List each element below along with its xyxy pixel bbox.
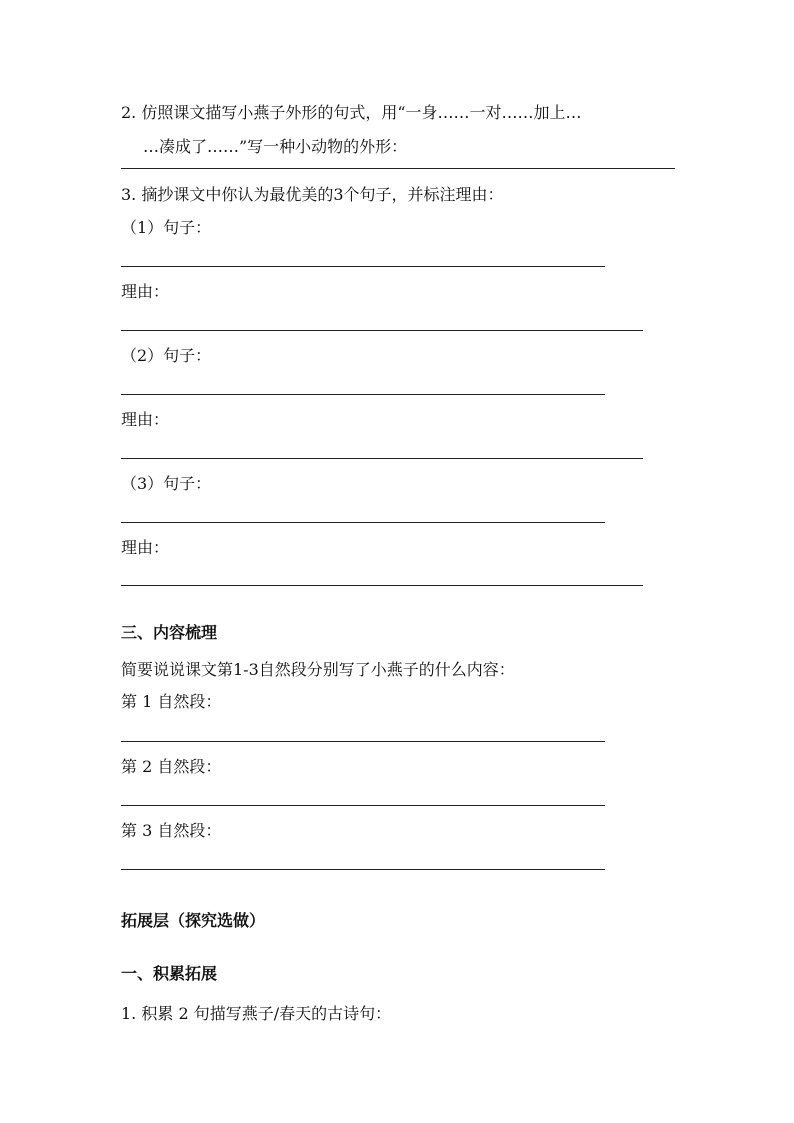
q3-sentence-line-2[interactable] (121, 394, 605, 395)
q2-line2: …凑成了……”写一种小动物的外形： (143, 137, 408, 156)
extension-layer-title: 拓展层（探究选做） (121, 911, 266, 930)
extension-item-1: 1. 积累 2 句描写燕子/春天的古诗句： (121, 1004, 392, 1023)
q3-reason-label-2: 理由： (121, 410, 170, 429)
paragraph-label-3: 第 3 自然段： (121, 821, 222, 840)
q3-reason-line-1[interactable] (121, 330, 643, 331)
paragraph-line-3[interactable] (121, 869, 605, 870)
section3-prompt: 简要说说课文第1-3自然段分别写了小燕子的什么内容： (121, 660, 515, 679)
paragraph-line-1[interactable] (121, 741, 605, 742)
paragraph-line-2[interactable] (121, 805, 605, 806)
section3-heading: 三、内容梳理 (121, 623, 218, 642)
q3-sentence-line-3[interactable] (121, 522, 605, 523)
q3-reason-line-3[interactable] (121, 585, 643, 586)
paragraph-label-2: 第 2 自然段： (121, 757, 222, 776)
q3-reason-label-3: 理由： (121, 538, 170, 557)
q3-sentence-label-3: （3）句子： (121, 474, 212, 493)
paragraph-label-1: 第 1 自然段： (121, 692, 222, 711)
q3-reason-line-2[interactable] (121, 458, 643, 459)
q3-sentence-line-1[interactable] (121, 266, 605, 267)
q3-sentence-label-2: （2）句子： (121, 346, 212, 365)
q3-sentence-label-1: （1）句子： (121, 218, 212, 237)
q3-reason-label-1: 理由： (121, 282, 170, 301)
q2-line1: 2. 仿照课文描写小燕子外形的句式，用“一身……一对……加上… (121, 103, 582, 122)
q2-answer-line[interactable] (121, 168, 675, 169)
extension-section1-heading: 一、积累拓展 (121, 964, 218, 983)
q3-title: 3. 摘抄课文中你认为最优美的3个句子，并标注理由： (121, 185, 504, 204)
